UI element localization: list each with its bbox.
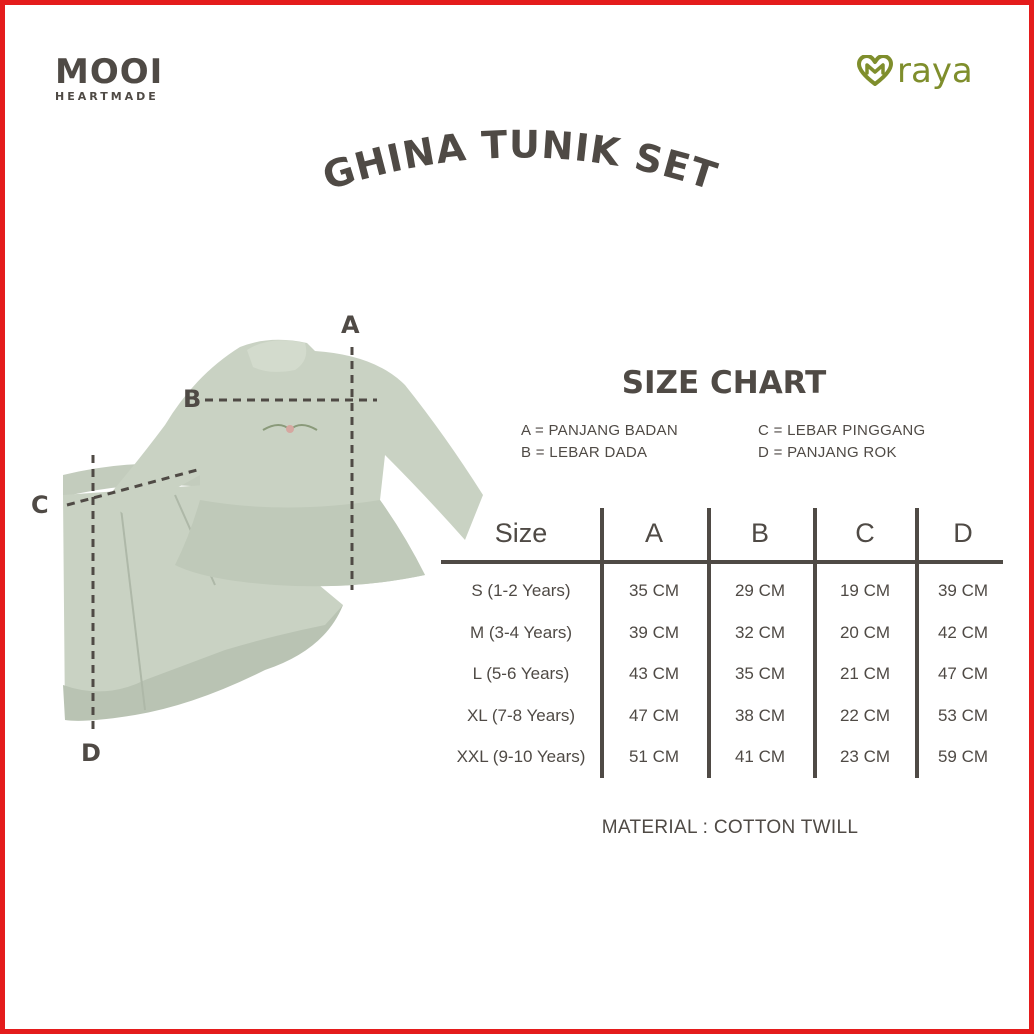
title-text: GHINA TUNIK SET — [317, 122, 723, 199]
column-header: A — [644, 518, 663, 548]
measurement-cell: 35 CM — [734, 664, 786, 683]
measure-label-d: D — [81, 739, 101, 767]
measurement-cell: 21 CM — [839, 664, 891, 683]
measurement-cell: 47 CM — [937, 664, 989, 683]
heart-m-icon — [857, 55, 893, 87]
legend-d: D = PANJANG ROK — [758, 444, 897, 461]
measurement-cell: 51 CM — [628, 747, 680, 766]
measurement-cell: 59 CM — [937, 747, 989, 766]
measure-label-b: B — [183, 385, 202, 413]
mooi-logo — [55, 52, 185, 103]
measurement-cell: 39 CM — [937, 581, 989, 600]
measurement-cell: 22 CM — [839, 706, 891, 725]
measurement-cell: 41 CM — [734, 747, 786, 766]
legend-a: A = PANJANG BADAN — [521, 422, 678, 439]
garment-illustration — [25, 305, 505, 780]
measurement-cell: 39 CM — [628, 623, 680, 642]
size-label-cell: XXL (9-10 Years) — [456, 747, 586, 766]
raya-logo — [857, 49, 973, 93]
logo-main-text: MOOI — [55, 52, 164, 92]
measurement-cell: 19 CM — [839, 581, 891, 600]
legend-b: B = LEBAR DADA — [521, 444, 648, 461]
size-label-cell: L (5-6 Years) — [472, 664, 570, 683]
column-header: D — [953, 518, 973, 548]
raya-wordmark: raya — [897, 51, 973, 91]
material-info: MATERIAL : COTTON TWILL — [601, 817, 859, 838]
measurement-cell: 38 CM — [734, 706, 786, 725]
column-header: B — [750, 518, 769, 548]
measurement-cell: 47 CM — [628, 706, 680, 725]
measurement-cell: 43 CM — [628, 664, 680, 683]
measurement-cell: 53 CM — [937, 706, 989, 725]
column-header: Size — [494, 518, 548, 548]
column-header: C — [855, 518, 875, 548]
measurement-cell: 20 CM — [839, 623, 891, 642]
measurement-cell: 35 CM — [628, 581, 680, 600]
size-label-cell: S (1-2 Years) — [471, 581, 571, 600]
measurement-cell: 32 CM — [734, 623, 786, 642]
measurement-cell: 23 CM — [839, 747, 891, 766]
logo-sub-text: HEARTMADE — [55, 90, 159, 103]
size-label-cell: XL (7-8 Years) — [466, 706, 576, 725]
legend-c: C = LEBAR PINGGANG — [758, 422, 926, 439]
measure-label-a: A — [341, 311, 360, 339]
svg-text:GHINA TUNIK SET — [317, 122, 722, 198]
measurement-cell: 42 CM — [937, 623, 989, 642]
product-title — [285, 115, 755, 215]
tunic-and-pants-drawing — [25, 305, 505, 775]
measure-label-c: C — [31, 491, 49, 519]
measurement-cell: 29 CM — [734, 581, 786, 600]
size-label-cell: M (3-4 Years) — [469, 623, 573, 642]
size-table — [441, 508, 1003, 780]
size-chart-heading: SIZE CHART — [621, 365, 827, 401]
